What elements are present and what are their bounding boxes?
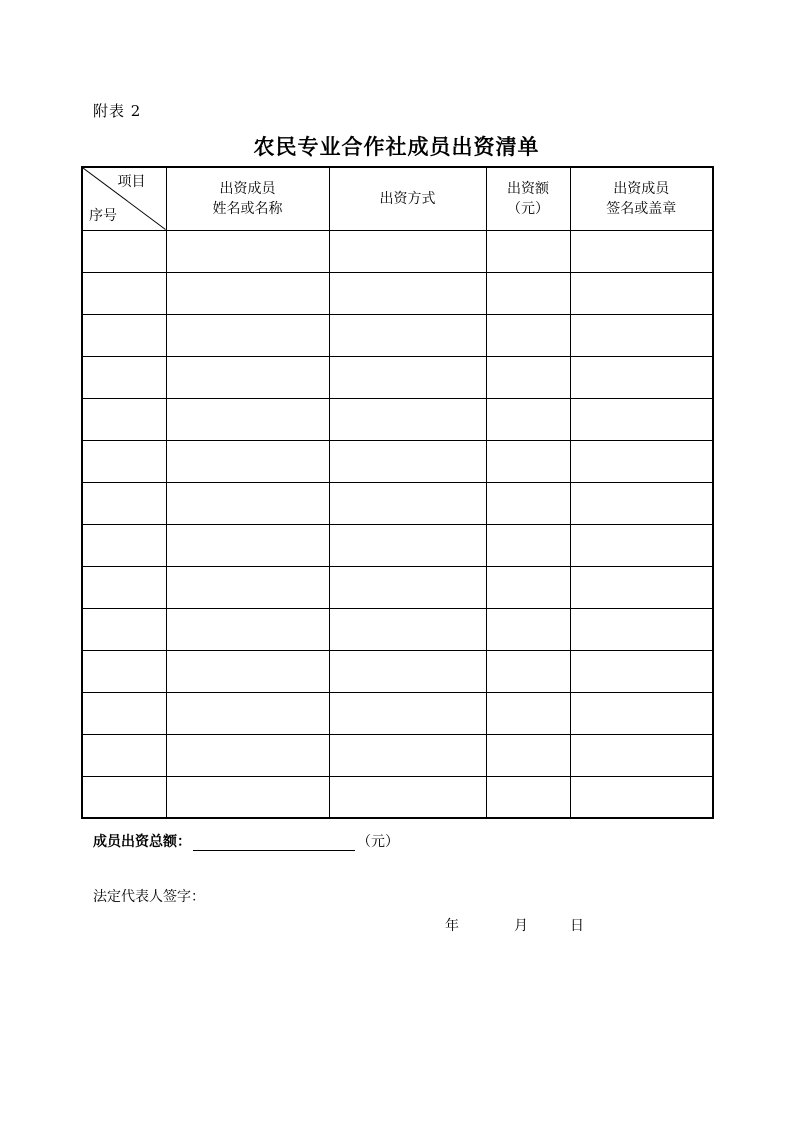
table-row xyxy=(82,566,713,608)
serial-cell[interactable] xyxy=(82,398,166,440)
contribution-method-cell[interactable] xyxy=(329,776,486,818)
member-signature-cell[interactable] xyxy=(570,230,713,272)
contribution-method-cell[interactable] xyxy=(329,356,486,398)
member-name-cell[interactable] xyxy=(166,272,329,314)
member-signature-cell[interactable] xyxy=(570,566,713,608)
member-name-cell[interactable] xyxy=(166,524,329,566)
member-name-cell[interactable] xyxy=(166,650,329,692)
member-signature-cell[interactable] xyxy=(570,356,713,398)
contribution-method-cell[interactable] xyxy=(329,272,486,314)
serial-cell[interactable] xyxy=(82,734,166,776)
contribution-method-cell[interactable] xyxy=(329,608,486,650)
serial-cell[interactable] xyxy=(82,230,166,272)
member-signature-cell[interactable] xyxy=(570,650,713,692)
attachment-label: 附表 2 xyxy=(93,102,142,120)
member-name-cell[interactable] xyxy=(166,734,329,776)
table-header-row xyxy=(82,167,713,230)
contribution-amount-cell[interactable] xyxy=(486,230,570,272)
total-contribution-field[interactable] xyxy=(193,832,355,851)
serial-cell[interactable] xyxy=(82,314,166,356)
header-contribution-amount xyxy=(486,167,570,230)
table-row xyxy=(82,608,713,650)
header-line: 出资额 xyxy=(507,180,549,197)
contribution-amount-cell[interactable] xyxy=(486,734,570,776)
contribution-method-cell[interactable] xyxy=(329,482,486,524)
date-month-label: 月 xyxy=(514,918,528,934)
table-row xyxy=(82,398,713,440)
header-line: （元） xyxy=(507,200,549,217)
serial-cell[interactable] xyxy=(82,650,166,692)
serial-cell[interactable] xyxy=(82,692,166,734)
header-line: 出资成员 xyxy=(219,180,276,197)
corner-header-cell xyxy=(82,167,166,230)
member-name-cell[interactable] xyxy=(166,230,329,272)
member-name-cell[interactable] xyxy=(166,608,329,650)
member-name-cell[interactable] xyxy=(166,692,329,734)
table-row xyxy=(82,230,713,272)
contribution-amount-cell[interactable] xyxy=(486,356,570,398)
serial-cell[interactable] xyxy=(82,272,166,314)
contribution-amount-cell[interactable] xyxy=(486,566,570,608)
contribution-amount-cell[interactable] xyxy=(486,692,570,734)
header-line: 签名或盖章 xyxy=(606,200,677,217)
contribution-amount-cell[interactable] xyxy=(486,650,570,692)
member-signature-cell[interactable] xyxy=(570,272,713,314)
serial-cell[interactable] xyxy=(82,524,166,566)
corner-item-label: 项目 xyxy=(117,174,146,190)
contribution-amount-cell[interactable] xyxy=(486,776,570,818)
serial-cell[interactable] xyxy=(82,482,166,524)
header-line: 出资成员 xyxy=(613,180,670,197)
serial-cell[interactable] xyxy=(82,566,166,608)
header-member-signature xyxy=(570,167,713,230)
member-signature-cell[interactable] xyxy=(570,608,713,650)
header-line: 姓名或名称 xyxy=(212,200,283,217)
contribution-method-cell[interactable] xyxy=(329,230,486,272)
member-name-cell[interactable] xyxy=(166,482,329,524)
contribution-method-cell[interactable] xyxy=(329,314,486,356)
contribution-method-cell[interactable] xyxy=(329,692,486,734)
contribution-amount-cell[interactable] xyxy=(486,314,570,356)
contribution-amount-cell[interactable] xyxy=(486,482,570,524)
contribution-method-cell[interactable] xyxy=(329,440,486,482)
contribution-method-cell[interactable] xyxy=(329,734,486,776)
total-contribution-label: 成员出资总额： xyxy=(93,834,191,850)
member-signature-cell[interactable] xyxy=(570,734,713,776)
date-year-label: 年 xyxy=(445,918,459,934)
serial-cell[interactable] xyxy=(82,776,166,818)
total-contribution-line xyxy=(93,831,399,851)
table-body xyxy=(82,230,713,818)
legal-representative-signature-label: 法定代表人签字： xyxy=(93,889,205,905)
contribution-method-cell[interactable] xyxy=(329,650,486,692)
contribution-amount-cell[interactable] xyxy=(486,608,570,650)
table-row xyxy=(82,314,713,356)
contribution-amount-cell[interactable] xyxy=(486,440,570,482)
header-member-name xyxy=(166,167,329,230)
total-contribution-unit: （元） xyxy=(357,834,399,850)
corner-serial-label: 序号 xyxy=(89,207,117,224)
contribution-method-cell[interactable] xyxy=(329,398,486,440)
member-signature-cell[interactable] xyxy=(570,524,713,566)
member-signature-cell[interactable] xyxy=(570,440,713,482)
table-row xyxy=(82,692,713,734)
member-name-cell[interactable] xyxy=(166,398,329,440)
contribution-method-cell[interactable] xyxy=(329,566,486,608)
table-row xyxy=(82,524,713,566)
member-signature-cell[interactable] xyxy=(570,692,713,734)
table-row xyxy=(82,440,713,482)
table-row xyxy=(82,482,713,524)
member-name-cell[interactable] xyxy=(166,356,329,398)
contribution-amount-cell[interactable] xyxy=(486,398,570,440)
date-day-label: 日 xyxy=(570,918,584,934)
member-signature-cell[interactable] xyxy=(570,776,713,818)
serial-cell[interactable] xyxy=(82,356,166,398)
table-row xyxy=(82,650,713,692)
member-name-cell[interactable] xyxy=(166,440,329,482)
member-name-cell[interactable] xyxy=(166,314,329,356)
table-row xyxy=(82,734,713,776)
serial-cell[interactable] xyxy=(82,608,166,650)
contribution-method-cell[interactable] xyxy=(329,524,486,566)
header-line: 出资方式 xyxy=(379,190,436,207)
document-title: 农民专业合作社成员出资清单 xyxy=(253,135,540,159)
table-row xyxy=(82,356,713,398)
table-row xyxy=(82,776,713,818)
contribution-amount-cell[interactable] xyxy=(486,272,570,314)
member-signature-cell[interactable] xyxy=(570,482,713,524)
serial-cell[interactable] xyxy=(82,440,166,482)
member-signature-cell[interactable] xyxy=(570,398,713,440)
header-contribution-method xyxy=(329,167,486,230)
contribution-table xyxy=(81,166,714,819)
member-name-cell[interactable] xyxy=(166,566,329,608)
member-name-cell[interactable] xyxy=(166,776,329,818)
table-row xyxy=(82,272,713,314)
contribution-amount-cell[interactable] xyxy=(486,524,570,566)
member-signature-cell[interactable] xyxy=(570,314,713,356)
